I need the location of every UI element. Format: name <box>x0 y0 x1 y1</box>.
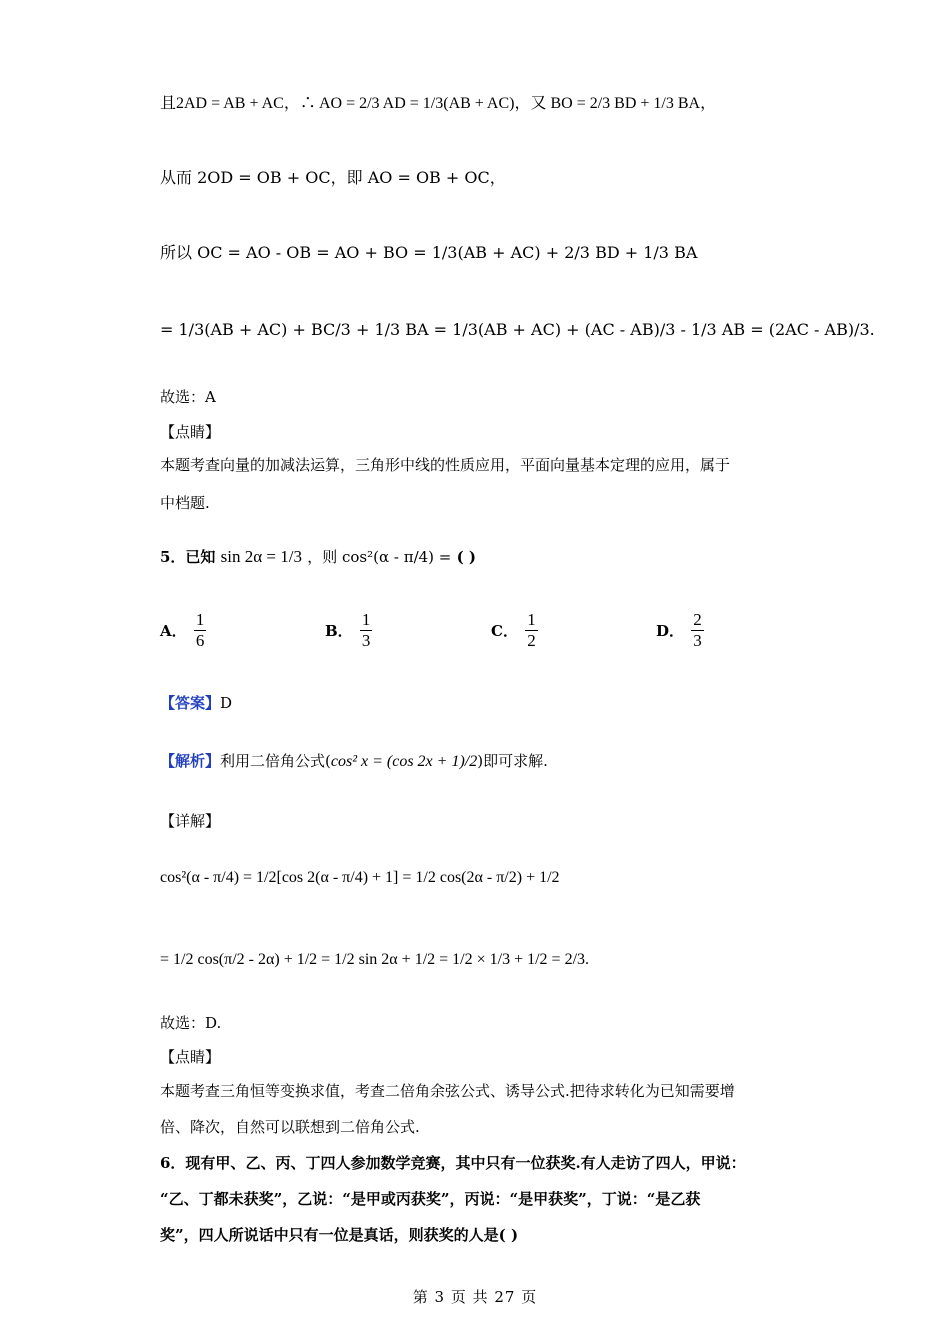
option-d-num: 2 <box>693 610 702 629</box>
option-b-num: 1 <box>361 610 371 629</box>
question-5-blank: ( ) <box>456 548 477 566</box>
analysis-tag: 【解析】 <box>160 752 221 770</box>
option-c-den: 2 <box>527 631 536 650</box>
answer-5 <box>160 692 232 713</box>
option-b-value <box>360 610 373 651</box>
question-5-number: 5．已知 <box>160 548 216 566</box>
option-c[interactable] <box>491 610 540 651</box>
proof-comment-body-2: 中档题. <box>160 494 210 512</box>
proof-choice: 故选：A <box>160 388 216 406</box>
answer-5-comment-heading: 【点睛】 <box>160 1048 221 1066</box>
answer-tag: 【答案】 <box>160 694 221 712</box>
question-5-ask: ，则 cos²(α - π/4) = <box>307 548 452 566</box>
proof-line-3-text: 所以 OC = AO - OB = AO + BO = 1/3(AB + AC) + 2/3 BD + 1/3 BA <box>160 243 698 262</box>
option-b-label: B． <box>325 622 353 640</box>
option-a[interactable] <box>160 610 208 651</box>
option-b[interactable] <box>325 610 374 651</box>
analysis-5 <box>160 750 548 771</box>
page-footer: 第 3 页 共 27 页 <box>412 1288 538 1306</box>
option-c-value <box>525 610 538 651</box>
option-d-label: D． <box>656 622 685 640</box>
proof-line-3 <box>160 240 697 263</box>
option-a-value <box>194 610 207 651</box>
proof-line-2-text: 从而 2OD = OB + OC，即 AO = OB + OC， <box>160 168 506 187</box>
option-c-label: C． <box>491 622 518 640</box>
answer-5-comment-body-2: 倍、降次，自然可以联想到二倍角公式. <box>160 1118 420 1136</box>
answer-5-choice: 故选：D. <box>160 1014 222 1032</box>
answer-5-comment-body-1: 本题考查三角恒等变换求值，考查二倍角余弦公式、诱导公式.把待求转化为已知需要增 <box>160 1082 735 1100</box>
question-6-line-1: 6．现有甲、乙、丙、丁四人参加数学竞赛，其中只有一位获奖.有人走访了四人，甲说： <box>160 1154 746 1172</box>
proof-line-1 <box>160 90 716 113</box>
option-b-den: 3 <box>361 631 371 650</box>
detail-line-1 <box>160 868 560 887</box>
proof-comment-body-1: 本题考查向量的加减法运算，三角形中线的性质应用，平面向量基本定理的应用，属于 <box>160 456 731 474</box>
analysis-formula: cos² x = (cos 2x + 1)/2 <box>330 753 478 770</box>
question-6-line-3: 奖”，四人所说话中只有一位是真话，则获奖的人是( ) <box>160 1226 519 1244</box>
option-a-num: 1 <box>195 610 205 629</box>
question-5 <box>160 546 476 567</box>
analysis-text-before: 利用二倍角公式( <box>220 752 331 770</box>
question-6-line-2: “乙、丁都未获奖”，乙说：“是甲或丙获奖”，丙说：“是甲获奖”，丁说：“是乙获 <box>160 1190 701 1208</box>
detail-line-2 <box>160 950 589 969</box>
detail-heading: 【详解】 <box>160 812 221 830</box>
question-5-condition: sin 2α = 1/3 <box>220 547 302 566</box>
proof-line-1-text: 且2AD = AB + AC，∴ AO = 2/3 AD = 1/3(AB + AC)，又 BO = 2/3 BD + 1/3 BA， <box>160 95 717 112</box>
proof-comment-heading: 【点睛】 <box>160 423 221 441</box>
option-c-num: 1 <box>527 610 536 629</box>
proof-line-2 <box>160 165 506 188</box>
detail-line-1-text: cos²(α - π/4) = 1/2[cos 2(α - π/4) + 1] = 1/2 cos(2α - π/2) + 1/2 <box>160 869 560 886</box>
proof-line-4-text: = 1/3(AB + AC) + BC/3 + 1/3 BA = 1/3(AB + AC) + (AC - AB)/3 - 1/3 AB = (2AC - AB)/3. <box>160 320 875 339</box>
option-d-den: 3 <box>693 631 702 650</box>
option-d[interactable] <box>656 610 706 651</box>
option-a-label: A． <box>160 622 187 640</box>
answer-value: D <box>220 694 233 712</box>
option-a-den: 6 <box>195 631 205 650</box>
option-d-value <box>691 610 704 651</box>
detail-line-2-text: = 1/2 cos(π/2 - 2α) + 1/2 = 1/2 sin 2α + 1/2 = 1/2 × 1/3 + 1/2 = 2/3. <box>160 951 590 968</box>
proof-line-4 <box>160 320 875 339</box>
analysis-text-after: )即可求解. <box>477 752 548 770</box>
